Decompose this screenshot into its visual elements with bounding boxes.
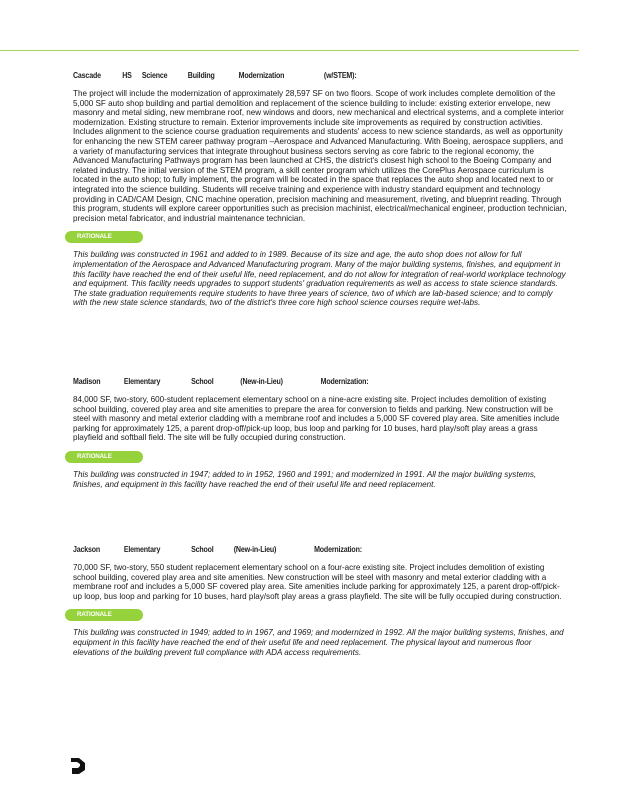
heading-word: School <box>191 376 214 386</box>
project-description: 70,000 SF, two-story, 550 student replacement elementary school on a four-acre existing site. Project includes demolition of existing school building, covered play area and site amenities. New construction will be steel with masonry and metal exterior cladding with a membrane roof and includes a 5,000 SF covered play area. Site amenities include parking for approximately 125, a parent drop-off/pick-up loop, bus loop and parking for 10 buses, hard play/soft play areas a grass playfield. The site will be fully occupied during construction. <box>73 563 562 601</box>
heading-word: Modernization: <box>314 544 362 554</box>
heading-word: Modernization <box>238 70 285 80</box>
project-description: 84,000 SF, two-story, 600-student replacement elementary school on a nine-acre existing site. Project includes demolition of existing school building, covered play area and site amenities to prepare the area for conversion to fields and parking. New construction will be steel with masonry and metal exterior cladding with a membrane roof and includes a 5,000 SF covered play area. Site amenities include parking for approximately 125, a parent drop-off/pick-up loop, bus loop and parking for 10 buses, hard play/soft play areas a grass playfield and softball field. The site will be fully occupied during construction. <box>73 395 560 443</box>
project-cascade <box>73 69 567 375</box>
heading-word: Building <box>187 70 215 80</box>
rationale-text: This building was constructed in 1947; added to in 1952, 1960 and 1991; and modernized in 1991. All the major building systems, finishes, and equipment in this facility have reached the end of their useful life and need replacement. <box>73 469 537 489</box>
project-jackson <box>73 543 567 657</box>
heading-word: School <box>191 544 214 554</box>
project-madison <box>73 375 567 543</box>
heading-word: (w/STEM): <box>323 70 357 80</box>
heading-word: Elementary <box>123 376 161 386</box>
rationale-text: This building was constructed in 1961 and added to in 1989. Because of its size and age, the auto shop does not allow for full implementation of the Aerospace and Advanced Manufacturing program. Many of the major building systems, finishes, and equipment in this facility have reached the end of their useful life, need replacement, and do not allow for integration of real-world workplace technology and equipment. This facility needs upgrades to support students' graduation requirements as well as access to state science standards. The state graduation requirements require students to have three years of science, two of which are lab-based science; and to comply with the new state science standards, two of the district's three core high school science courses require wet-labs. <box>73 250 566 308</box>
heading-word: (New-in-Lieu) <box>240 376 283 386</box>
heading-word: Jackson <box>73 544 101 554</box>
heading-word: Modernization: <box>320 376 369 386</box>
heading-word: Elementary <box>123 544 161 554</box>
rationale-text: This building was constructed in 1949; added to in 1967, and 1969; and modernized in 1992. All the major building systems, finishes, and equipment in this facility have reached the end of their useful life and need replacement. The physical layout and numerous floor elevations of the building prevent full compliance with ADA access requirements. <box>73 628 564 657</box>
rationale-badge: RATIONALE <box>65 231 143 243</box>
top-accent-rule <box>0 50 579 51</box>
project-heading <box>73 375 567 387</box>
rationale-badge: RATIONALE <box>65 609 143 621</box>
heading-word: Science <box>141 70 168 80</box>
heading-word: HS <box>122 70 132 80</box>
district-logo-icon <box>69 756 91 776</box>
rationale-badge: RATIONALE <box>65 451 143 463</box>
heading-word: Cascade <box>73 70 101 80</box>
project-description: The project will include the modernization of approximately 28,597 SF on two floors. Scope of work includes complete demolition of the 5,000 SF auto shop building and partial demolition and replacement of the science building to include: existing exterior envelope, new masonry and metal siding, new membrane roof, new windows and doors, new mechanical and electrical systems, and a complete interior modernization. Existing structure to remain. Exterior improvements include site improvements as required by construction activities. Includes alignment to the science course graduation requirements and students' access to new science standards, as well as opportunity for enhancing the new STEM career pathway program –Aerospace and Advanced Manufacturing. With Boeing, aerospace suppliers, and a variety of manufacturing services that integrate throughout business sectors serving as core fabric to the regional economy, the Advanced Manufacturing Pathways program has been launched at CHS, the district's closest high school to the Boeing Company and related industry. The initial version of the STEM program, a skill center program which utilizes the CorePlus Aerospace curriculum is located in the auto shop; to fully implement, the program will be located in the space that replaces the auto shop and located next to or integrated into the science building. Students will receive training and experience with industry standard equipment and technology providing in CAD/CAM Design, CNC machine operation, precision machining and measurement, riveting, and blueprint reading. Through this program, students will explore career opportunities such as precision machinist, electrical/mechanical engineer, production technician, precision metal fabricator, and industrial maintenance technician. <box>73 89 567 223</box>
heading-word: (New-in-Lieu) <box>233 544 277 554</box>
project-heading <box>73 69 567 81</box>
heading-word: Madison <box>73 376 101 386</box>
page-content <box>73 69 567 657</box>
project-heading <box>73 543 567 555</box>
